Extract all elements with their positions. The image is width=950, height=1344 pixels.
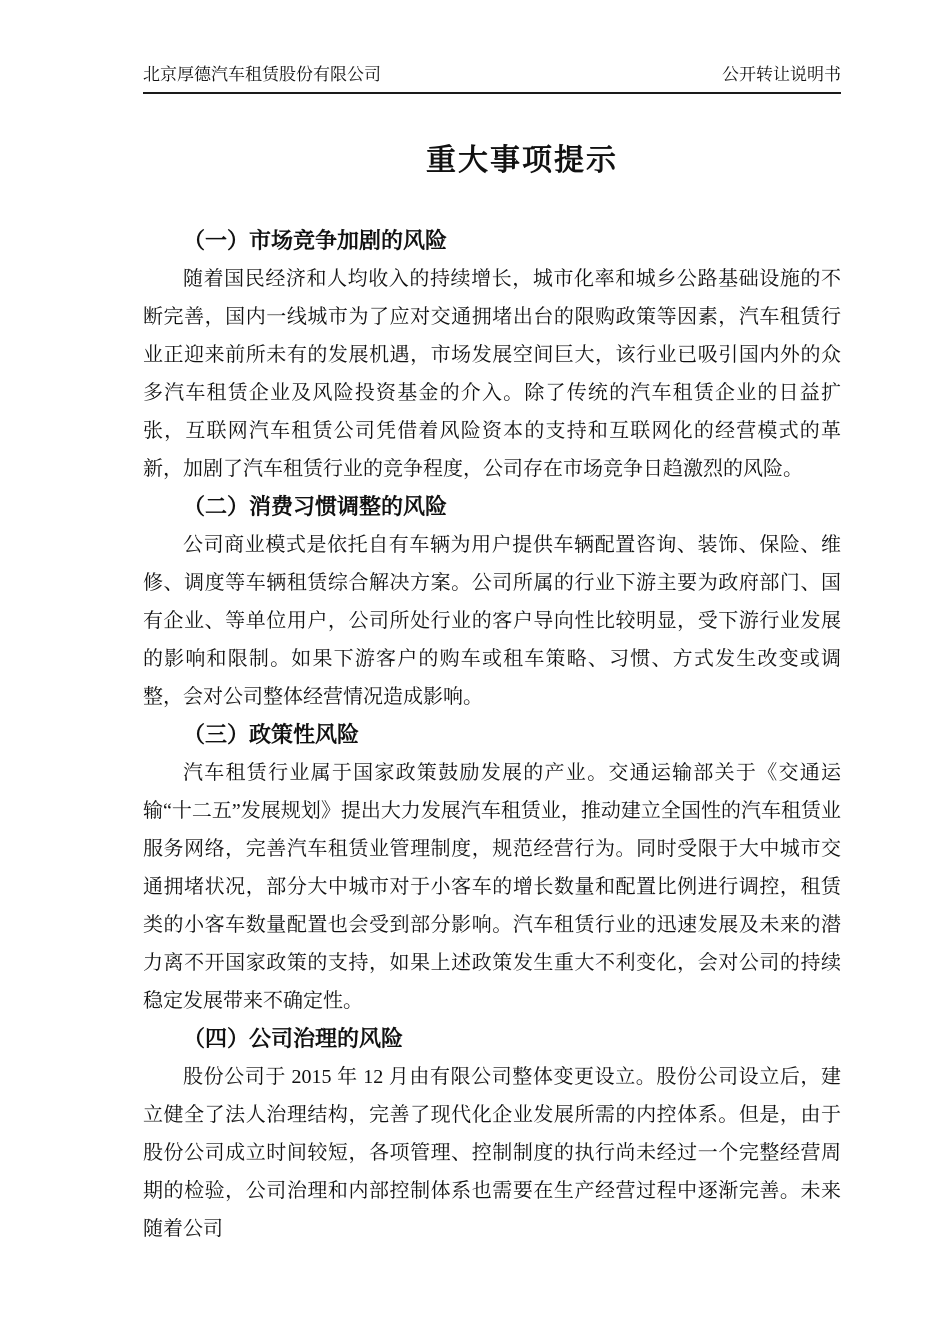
section-heading-policy-risk: （三）政策性风险 bbox=[183, 722, 360, 747]
section-paragraph-market-competition: 随着国民经济和人均收入的持续增长，城市化率和城乡公路基础设施的不断完善，国内一线城市为了应对交通拥堵出台的限购政策等因素，汽车租赁行业正迎来前所未有的发展机遇，市场发展空间巨大，该行业已吸引国内外的众多汽车租赁企业及风险投资基金的介入。除了传统的汽车租赁企业的日益扩张，互联网汽车租赁公司凭借着风险资本的支持和互联网化的经营模式的革新，加剧了汽车租赁行业的竞争程度，公司存在市场竞争日趋激烈的风险。 bbox=[143, 268, 841, 480]
section-heading-corporate-governance: （四）公司治理的风险 bbox=[183, 1026, 404, 1051]
page-header bbox=[143, 64, 841, 94]
document-title: 重大事项提示 bbox=[426, 144, 618, 177]
section-paragraph-consumer-habits: 公司商业模式是依托自有车辆为用户提供车辆配置咨询、装饰、保险、维修、调度等车辆租赁综合解决方案。公司所属的行业下游主要为政府部门、国有企业、等单位用户，公司所处行业的客户导向性比较明显，受下游行业发展的影响和限制。如果下游客户的购车或租车策略、习惯、方式发生改变或调整，会对公司整体经营情况造成影响。 bbox=[143, 534, 841, 708]
header-company-name: 北京厚德汽车租赁股份有限公司 bbox=[143, 65, 381, 84]
header-doc-type: 公开转让说明书 bbox=[722, 65, 841, 84]
section-paragraph-corporate-governance: 股份公司于 2015 年 12 月由有限公司整体变更设立。股份公司设立后，建立健全了法人治理结构，完善了现代化企业发展所需的内控体系。但是，由于股份公司成立时间较短，各项管理、控制制度的执行尚未经过一个完整经营周期的检验，公司治理和内部控制体系也需要在生产经营过程中逐渐完善。未来随着公司 bbox=[143, 1066, 841, 1240]
section-heading-consumer-habits: （二）消费习惯调整的风险 bbox=[183, 494, 448, 519]
risk-section-2 bbox=[143, 488, 841, 716]
section-heading-market-competition: （一）市场竞争加剧的风险 bbox=[183, 228, 448, 253]
document-body bbox=[143, 222, 841, 1248]
risk-section-4 bbox=[143, 1020, 841, 1248]
section-paragraph-policy-risk: 汽车租赁行业属于国家政策鼓励发展的产业。交通运输部关于《交通运输“十二五”发展规划》提出大力发展汽车租赁业，推动建立全国性的汽车租赁业服务网络，完善汽车租赁业管理制度，规范经营行为。同时受限于大中城市交通拥堵状况，部分大中城市对于小客车的增长数量和配置比例进行调控，租赁类的小客车数量配置也会受到部分影响。汽车租赁行业的迅速发展及未来的潜力离不开国家政策的支持，如果上述政策发生重大不利变化，会对公司的持续稳定发展带来不确定性。 bbox=[143, 762, 841, 1012]
risk-section-3 bbox=[143, 716, 841, 1020]
risk-section-1 bbox=[143, 222, 841, 488]
